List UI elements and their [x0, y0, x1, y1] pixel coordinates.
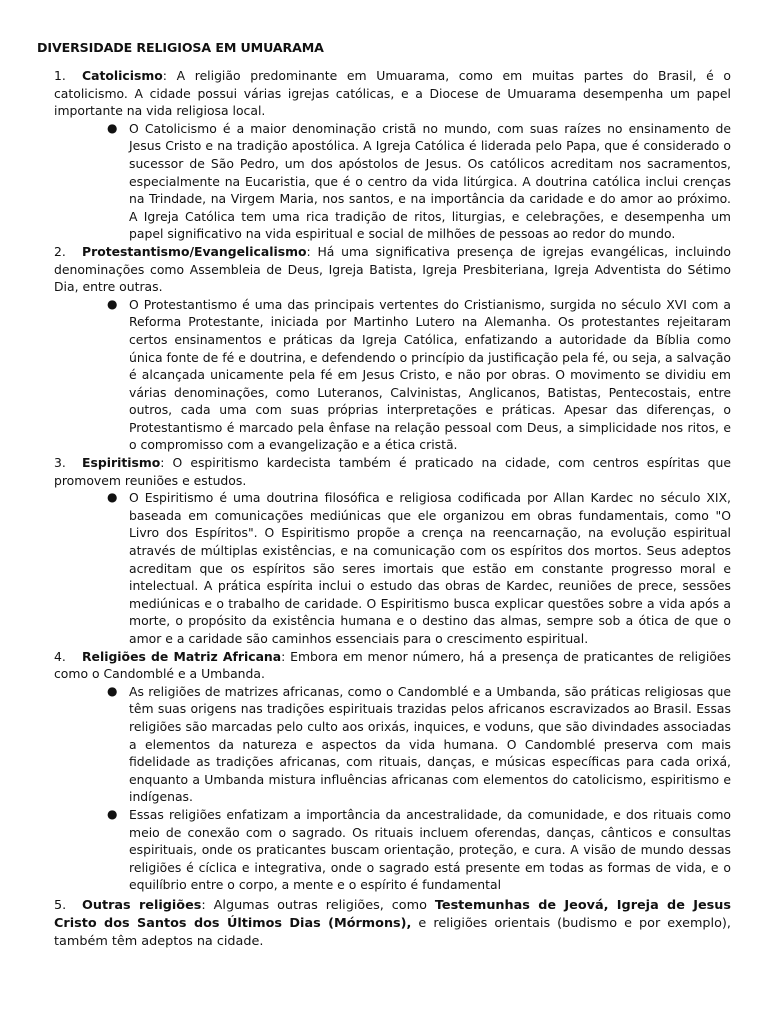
- document-body: [54, 67, 731, 951]
- bullet-text: As religiões de matrizes africanas, como o Candomblé e a Umbanda, são práticas religiosas que têm suas origens nas tradições espirituais trazidas pelos africanos escravizados ao Brasil. Essas religiões são marcadas pelo culto aos orixás, inquices, e voduns, que são divindades associadas a elementos da natureza e aspectos da vida humana. O Candomblé preserva com mais fidelidade as tradições africanas, com rituais, danças, e músicas específicas para cada orixá, enquanto a Umbanda mistura influências africanas com elementos do catolicismo, espiritismo e indígenas.: [129, 683, 731, 805]
- bullet-list: [107, 296, 731, 454]
- bullet-icon: ●: [107, 120, 118, 135]
- bullet-list: [107, 683, 731, 894]
- bullet-item: [107, 806, 731, 894]
- bullet-item: [107, 296, 731, 454]
- bullet-icon: ●: [107, 806, 118, 821]
- section-number: 1.: [54, 68, 66, 83]
- section-protestantismo: [54, 243, 731, 296]
- section-number: 2.: [54, 243, 66, 259]
- bullet-icon: ●: [107, 490, 118, 505]
- section-number: 4.: [54, 648, 66, 664]
- bullet-item: [107, 489, 731, 647]
- bullet-item: [107, 683, 731, 806]
- section-number: 3.: [54, 455, 66, 471]
- section-text: : A religião predominante em Umuarama, como em muitas partes do Brasil, é o catolicismo. A cidade possui várias igrejas católicas, e a Diocese de Umuarama desempenha um papel importante na vida religiosa local.: [54, 68, 731, 119]
- bullet-list: [107, 120, 731, 243]
- section-text: : Algumas outras religiões, como: [201, 897, 435, 913]
- bullet-item: [107, 120, 731, 243]
- section-outras-religioes: [54, 897, 731, 951]
- section-term: Espiritismo: [82, 455, 161, 471]
- bullet-text: O Protestantismo é uma das principais vertentes do Cristianismo, surgida no século XVI com a Reforma Protestante, iniciada por Martinho Lutero na Alemanha. Os protestantes rejeitaram certos ensinamentos e práticas da Igreja Católica, enfatizando a autoridade da Bíblia como única fonte de fé e doutrina, e defendendo o princípio da justificação pela fé, ou seja, a salvação é alcançada unicamente pela fé em Jesus Cristo, e não por obras. O movimento se dividiu em várias denominações, como Luteranos, Calvinistas, Anglicanos, Batistas, Pentecostais, entre outros, cada uma com suas próprias interpretações e práticas. Apesar das diferenças, o Protestantismo é marcado pela ênfase na relação pessoal com Deus, a simplicidade nos ritos, e o compromisso com a evangelização e a ética cristã.: [129, 296, 731, 453]
- section-highlight: Testemunhas de Jeová, Igreja de Jesus Cristo dos Santos dos Últimos Dias (Mórmons),: [54, 897, 731, 931]
- bullet-icon: ●: [107, 683, 118, 698]
- section-text-end: e religiões orientais (budismo e por exemplo), também têm adeptos na cidade.: [54, 915, 731, 949]
- section-text: : O espiritismo kardecista também é praticado na cidade, com centros espíritas que promovem reuniões e estudos.: [54, 455, 731, 488]
- section-matriz-africana: [54, 648, 731, 683]
- section-espiritismo: [54, 454, 731, 489]
- section-term: Protestantismo/Evangelicalismo: [82, 243, 307, 259]
- section-text: : Há uma significativa presença de igrejas evangélicas, incluindo denominações como Assembleia de Deus, Igreja Batista, Igreja Presbiteriana, Igreja Adventista do Sétimo Dia, entre outras.: [54, 243, 731, 295]
- section-term: Religiões de Matriz Africana: [82, 648, 282, 664]
- document-title: DIVERSIDADE RELIGIOSA EM UMUARAMA: [37, 40, 324, 55]
- section-number: 5.: [54, 897, 67, 913]
- bullet-icon: ●: [107, 296, 118, 311]
- bullet-text: O Catolicismo é a maior denominação cristã no mundo, com suas raízes no ensinamento de Jesus Cristo e na tradição apostólica. A Igreja Católica é liderada pelo Papa, que é considerado o sucessor de São Pedro, um dos apóstolos de Jesus. Os católicos acreditam nos sacramentos, especialmente na Eucaristia, que é o centro da vida litúrgica. A doutrina católica inclui crenças na Trindade, na Virgem Maria, nos santos, e na importância da caridade e do amor ao próximo. A Igreja Católica tem uma rica tradição de ritos, liturgias, e celebrações, e desempenha um papel significativo na vida espiritual e social de milhões de pessoas ao redor do mundo.: [129, 120, 731, 242]
- bullet-list: [107, 489, 731, 647]
- section-term: Catolicismo: [82, 68, 163, 83]
- section-term: Outras religiões: [82, 897, 202, 913]
- bullet-text: Essas religiões enfatizam a importância da ancestralidade, da comunidade, e dos rituais como meio de conexão com o sagrado. Os rituais incluem oferendas, danças, cânticos e consultas espirituais, onde os praticantes buscam orientação, proteção, e cura. A visão de mundo dessas religiões é cíclica e integrativa, onde o sagrado está presente em todas as formas de vida, e o equilíbrio entre o corpo, a mente e o espírito é fundamental: [129, 806, 731, 893]
- section-catolicismo: [54, 67, 731, 120]
- bullet-text: O Espiritismo é uma doutrina filosófica e religiosa codificada por Allan Kardec no século XIX, baseada em comunicações mediúnicas que ele organizou em obras fundamentais, como "O Livro dos Espíritos". O Espiritismo propõe a crença na reencarnação, na evolução espiritual através de múltiplas existências, e na comunicação com os espíritos dos mortos. Seus adeptos acreditam que os espíritos são seres imortais que estão em constante progresso moral e intelectual. A prática espírita inclui o estudo das obras de Kardec, reuniões de prece, sessões mediúnicas e o trabalho de caridade. O Espiritismo busca explicar questões sobre a vida após a morte, o propósito da existência humana e o destino das almas, sempre sob a ótica de que o amor e a caridade são caminhos essenciais para o crescimento espiritual.: [129, 490, 731, 646]
- section-text: : Embora em menor número, há a presença de praticantes de religiões como o Candomblé e a Umbanda.: [54, 648, 731, 682]
